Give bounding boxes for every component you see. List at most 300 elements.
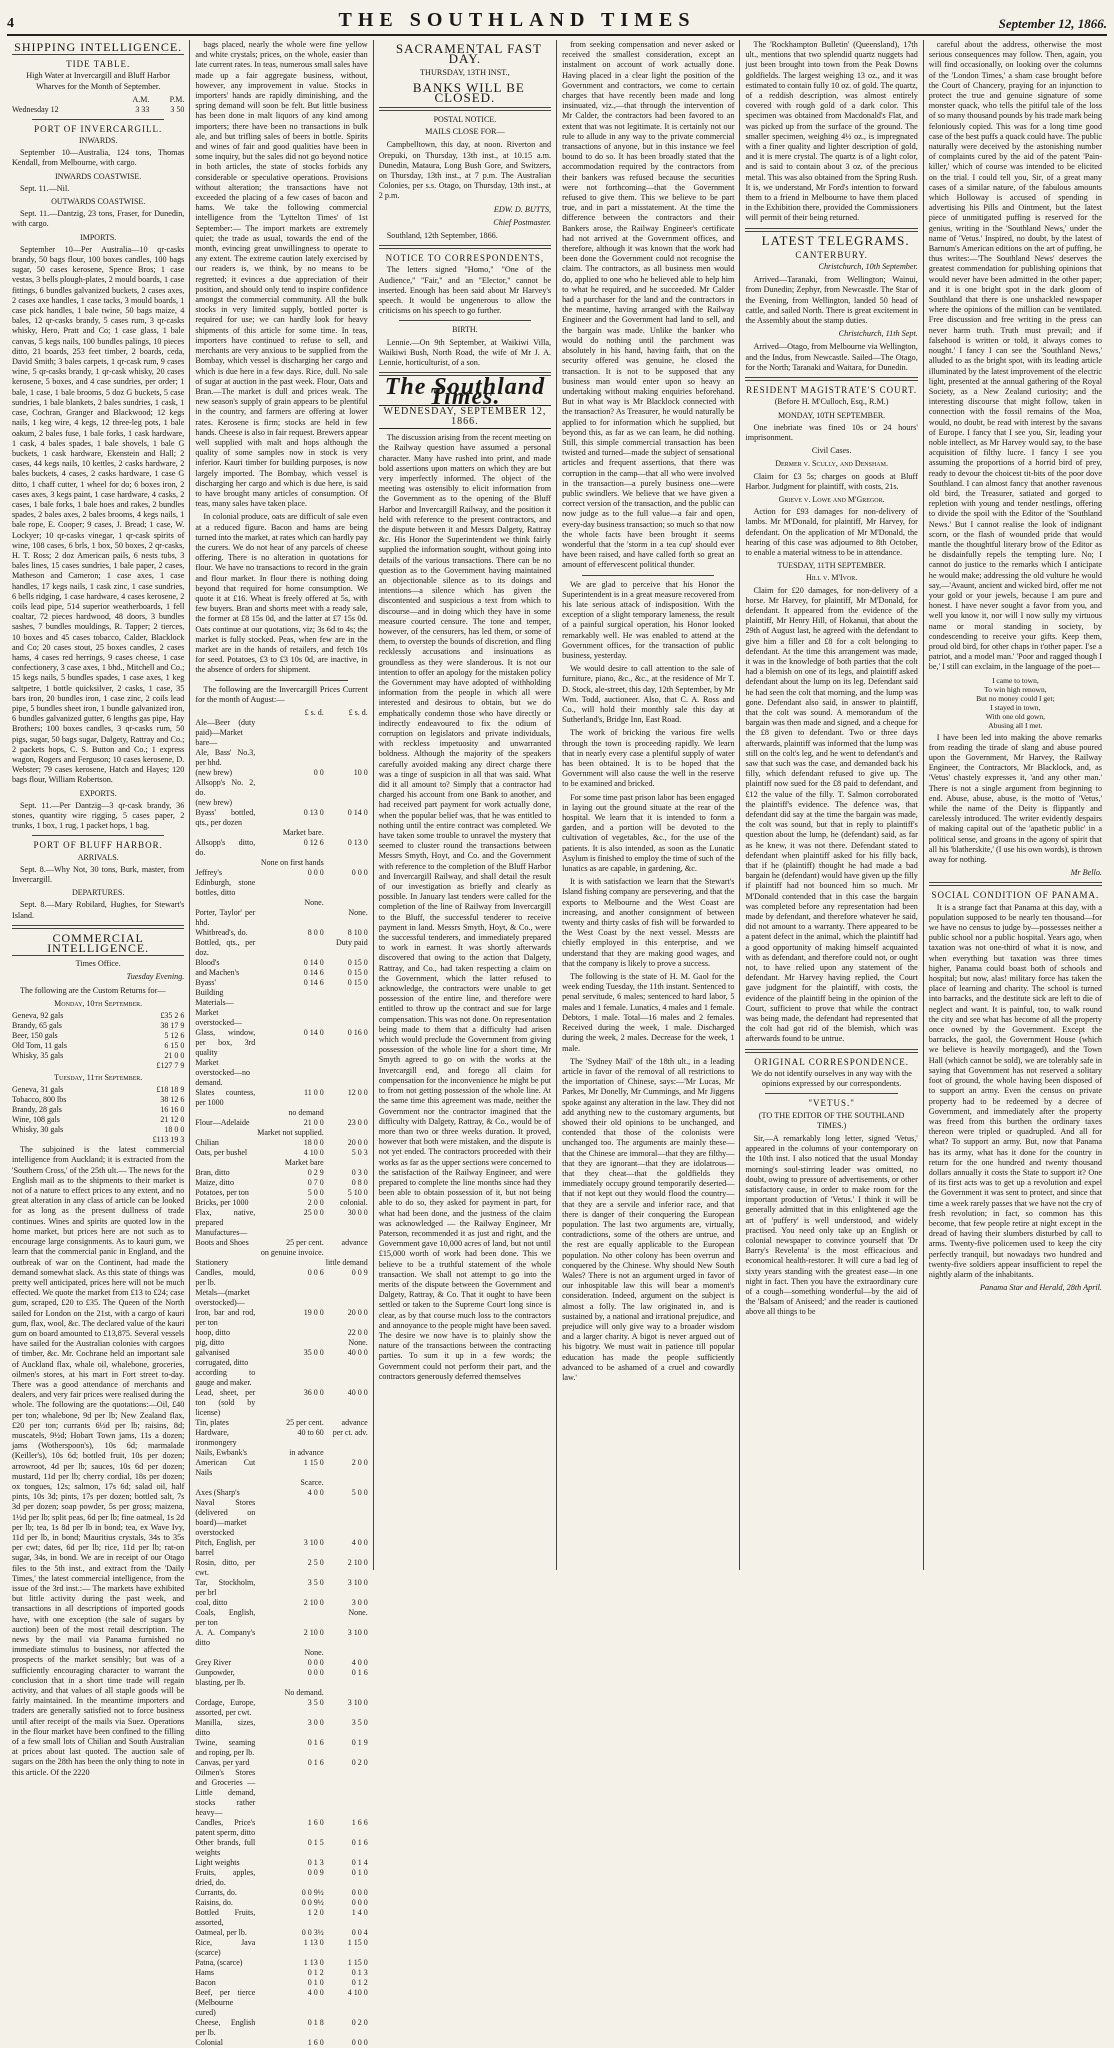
local-superintendent: We are glad to perceive that his Honor the Superintendent is in a great measure recovered from his late serious attack of indisposition. With the exception of a slight temporary lameness, the result of a painful surgical operation, his Honor looked remarkably well. He was enabled to attend at the Government offices, for the transaction of public business, yesterday.	[562, 579, 735, 660]
prices-item: Naval Stores (delivered on board)—market overstocked	[195, 1498, 256, 1537]
prices-item: Oats, per bushel	[195, 1148, 248, 1157]
postal-signature-title: Chief Postmaster.	[493, 217, 552, 227]
prices-item: Byass'	[195, 978, 216, 987]
prices-value: 1 15 0	[347, 1938, 368, 1947]
telegram-text: Arrived—Otago, from Melbourne via Wellington, and the Indus, from Newcastle. Sailed—The Otago, for the North; Taranaki and Waitara, for Dunedin.	[745, 342, 918, 372]
prices-item: Market overstocked—no demand.	[195, 1058, 251, 1087]
prices-value: 4 0 0	[307, 1488, 324, 1497]
prices-value: 0 15 0	[347, 978, 368, 987]
prices-value: 21 0 0	[303, 1118, 324, 1127]
prices-value	[324, 1478, 368, 1488]
prices-row	[195, 1208, 367, 1228]
customs-item: Beer, 150 gals	[12, 1031, 58, 1041]
prices-value: 30 0 0	[347, 1208, 368, 1217]
prices-item: Manufactures—	[195, 1228, 248, 1237]
postal-signature: EDW. D. BUTTS,	[493, 204, 552, 214]
customs-amount: £18 18 9	[156, 1085, 185, 1095]
tide-table	[12, 95, 184, 115]
nuggets-text: The 'Rockhampton Bulletin' (Queensland), 17th ult., mentions that two splendid quartz nuggets had just been brought into town from the Peak Downs goldfields. The largest weighing 13 oz., and it was estimated to contain fully 10 oz. of gold. The quartz, of a reddish description, was almost entirely covered with rough gold of a dark color. This specimen was obtained from Macdonald's Flat, and was picked up from the surface of the ground. The smaller specimen, weighing 4½ oz., is impregnated with a finer quality and lighter description of gold, and it is mere crystal. The quartz is of a light color, and is said to contain about 3 oz. of the precious metal. This was also obtained from the Spring Rush. It is, we understand, Mr Ford's intention to forward them to a friend in Melbourne to have them placed in the Exhibition there, provided the Commissioners will permit of their being returned.	[745, 40, 918, 223]
prices-item: Other brands, full weights	[195, 1838, 256, 1857]
prices-value: per ct. adv.	[332, 1428, 368, 1437]
prices-value: in advance	[289, 1448, 324, 1457]
local-fishing: It is with satisfaction we learn that the Stewart's Island fishing company are persevering, and that the exports to Melbourne and the West Coast are increasing, and another consignment of between twenty and thirty casks of fish will be forwarded to the West Coast by the next vessel. Messrs are chiefly employed in this enterprise, and we understand that they are making good wages, and that the company is likely to prove a success.	[562, 877, 735, 968]
prices-row	[195, 1328, 367, 1338]
prices-value: 0 7 0	[307, 1178, 324, 1187]
prices-row	[195, 908, 367, 928]
prices-value: 0 14 0	[303, 958, 324, 967]
prices-value: 2 0 0	[307, 1198, 324, 1207]
prices-value	[324, 1248, 368, 1258]
prices-value: Market not supplied.	[257, 1128, 324, 1137]
prices-row	[195, 1978, 367, 1988]
prices-value: colonial.	[339, 1198, 368, 1207]
panama-heading: SOCIAL CONDITION OF PANAMA.	[931, 890, 1100, 901]
prices-item: according to gauge and maker.	[195, 1368, 256, 1387]
column-4	[557, 40, 740, 1570]
prices-row	[195, 1198, 367, 1208]
prices-value	[324, 778, 368, 798]
prices-row	[195, 1428, 367, 1448]
prices-row	[195, 1228, 367, 1238]
prices-item: and Machen's	[195, 968, 240, 977]
case-text: Claim for £20 damages, for non-delivery of a horse. Mr Harvey, for plaintiff, Mr M'Donald, for defendant. It appeared from the evidence of the plaintiff, Mr Henry Hill, of Hokanui, that about the 29th of August last, he agreed with the defendant to give him a filler and £8 for a colt belonging to defendant. At the time this arrangement was made, it was in the knowledge of both parties that the colt had a blemish on one of its legs, and plaintiff asked defendant about the lump on its leg. Defendant said he had seen the colt that morning, and the lump was gone. Defendant also said, in answer to plaintiff, that the colt was sound. A memorandum of the bargain was then made and signed, and a cheque for the £8 given to defendant. Two or three days afterwards, plaintiff was informed that the lump was still on the colt's leg, and he went to defendant's and saw that such was the case, and demanded back his filly, which defendant refused to give up. The plaintiff now sued for the £8 paid to defendant, and £12 the value of the filly. T. Salmon corroborated the plaintiff's evidence. The defence was, that defendant did say at the time the bargain was made, the colt was sound, but that in reply to plaintiff's question about the lump, he (defendant) said, as far as he knew, it was not there. Defendant stated to defendant when plaintiff asked for his filly back, that if he (plaintiff) thought he had made a bad bargain he (defendant) would have given up the filly if plaintiff had not bounced him so much. Mr M'Donald contended that in this case the bargain was completed before any representation had been made by defendant, and therefore whatever he said, did not amount to a warranty. There appeared to be a patent defect in the animal, which the plaintiff had a good opportunity of making himself acquainted with as defendant, and therefore could not, or ought not, to have relied upon any statement of the defendant. Mr Harvey having replied, the Court gave judgment for the plaintiff, with costs, the evidence of the plaintiff being in the opinion of the Court, sufficient to prove that while the contract was being made, the defendant had represented that the colt had got rid of the blemish, which was afterwards found to be untrue.	[745, 585, 918, 1044]
prices-item: Whitbread's, do.	[195, 928, 248, 937]
prices-item: coal, ditto	[195, 1598, 228, 1607]
prices-value: 5 10 0	[347, 1188, 368, 1197]
prices-value: 25 per cent.	[286, 1238, 324, 1247]
case-text: Action for £93 damages for non-delivery of lambs. Mr M'Donald, for plaintiff, Mr Harvey, for defendant. On the application of Mr M'Donald, the hearing of this case was adjourned to 8th October, to enable a material witness to be in attendance.	[745, 507, 918, 557]
shipping-heading: SHIPPING INTELLIGENCE.	[12, 42, 184, 55]
prices-value: 1 13 0	[303, 1938, 324, 1947]
vetus-letter-cont: careful about the address, otherwise the most serious consequences may follow. Then, again, you will find occasionally, on looking over the columns of the 'London Times,' a sham case brought before the Court of Chancery, praying for an injunction to protect the true and genuine signature of some monster quack, who tells the pitiful tale of the loss of so many thousand pounds by his trade mark being feloniously copied. This was for a long time good case of the best puffs a quack could have. The public naturally were deceived by the astonishing number of complaints cured by the aid of the patent 'Pain-killer,' which of course was intended to be elicited on the trial. I could tell you, Sir, of a great many cases of a similar nature, of the fabulous amounts which Holloway is accused of spending in advertising his Pills and Ointment, but the latest piece of unmitigated puffing is reserved for the genius, writing in the 'Southland News,' under the name of 'Vetus.' Inspired, no doubt, by the latest of Barnum's American editions on the art of puffing, he thus writes:—'The Southland News' deserves the greatest commendation for publishing opinions that would never have been admitted in the other paper; and it is one bright spot in the dark gloom of Southland that there is one unshackled newspaper where the opinions of the million can be ventilated. Free discussion and free writing in the press can never harm truth. Truth must prevail; and if falsehood is written or told, it always comes to nought.' I fancy I can see the 'Southland News,' alluded to as the bright spot, with its leading article illuminated by the latest improvement of the electric light, presented at the annual gathering of the Royal Society, as a New Zealand curiosity; and the interesting discourse that might follow, taken in connection with the fossil remains of the Moa, would, no doubt, be read with interest by the savans of Europe. I fancy that I see you, Sir, leading your noble intellect, as Mr Harvey would say, to the base acquisition of filthy lucre. I fancy I see you assuming the proportions of a horrid bird of prey, ready to devour the choicest tit-bits of the poor dove Southland. I can almost fancy that another ravenous old bird, the Treasurer, satiated and gorged to repletion with young and tender nestlings, offering to divide the spoil with the Editor of the 'Southland News.' But I cannot realise the look of indignant scorn, or the flash of wounded pride that would mantle the thoughtful literary brow of the Editor as he disdainfully repels the tempting lure. No; I cannot do justice to the remarks which I anticipate he would make; addressing the old vulture he would say,—'Avaunt, ancient and wicked bird, offer me not your gold or your jewels, because I am pure and honest. I have never sought a favor from you, and well you know it, nor will I now sully my virtuous name or moral standing in society, by condescending to receive your gifts. Keep them, proud old bird, for other chaps in t'other paper. I'se a patriot, and a model man.' 'Poor and ragged though I be,' I still can exclaim, in the language of the poet—	[928, 40, 1102, 672]
prices-value: 0 15 0	[347, 958, 368, 967]
prices-item: Allsopp's No. 2, do.	[195, 778, 256, 797]
customs-amount: 6 15 0	[164, 1041, 185, 1051]
orig-corr-disclaimer: We do not identify ourselves in any way with the opinions expressed by our correspondents.	[751, 1068, 912, 1089]
prices-value	[255, 778, 323, 798]
prices-item: Twine, seaming and roping, per lb.	[195, 1738, 256, 1757]
commercial-text: The subjoined is the latest commercial intelligence from Auckland; it is extracted from the 'Southern Cross,' of the 25th ult.— The news for the English mail as to the shipments to their market is not of a nature to effect prices to any extent, and no great alteration in any class of article can be looked for as long as the present dullness of trade continues. Wines and spirits are quoted low in the home market, but prices here are not such as to encourage large consignments. As to kauri gum, we learn that the commercial panic in England, and the outbreak of war on the Continent, had made the demand somewhat slack. As this state of things was pretty well anticipated, prices here will not be much effected. We quote the market from £13 to £24; case gum, scraped, £20 to £35. The Queen of the North sailed for London on the 21st, with a cargo of kauri gum, flax, wool, &c. The declared value of the kauri gum on board amounted to £13,875. Several vessels have sailed for the Australian colonies with cargoes of timber, &c. Mr. Cochrane held an important sale of Auckland flax, whale oil, whalebone, groceries, oilmen's stores, at his mart in Fort street to-day. There was a good attendance of merchants and dealers, and very fair prices were realised during the whole. The following are the quotations:—Oil, £40 per ton; whalebone, 9d per lb; New Zealand flax, £20 per ton; currants 6½d per lb; raisins, 8d; muscatels, 9½d; Hobart Town jams, 11s a dozen; jams (Wotherspoon's), 10s 6d; marmalade (Keiller's), 10s 6d; bottled fruit, 10s per dozen; arrowroot, 4d per lb; sauces, 10s 6d per dozen; mustard, 11d per lb; cherry cordial, 18s per dozen; ox tongues, 12s; salmon, 17s 6d; salad oil, half pints, 10s 3d; pints, 17s per dozen; bottled salt, 7s 3d per dozen; soap powder, 5s per gross; maizena, 1½d per lb; split peas, 6d per lb; fine oatmeal, 1s 2d per lb; tea, 1s 8d per lb in bond; tea, ex Wave Ivy, 11d per lb, in bond; Mauritius crystals, 34s to 35s per cwt; dates, 6d per lb; rice, 11d per lb; rat-on sugar, 34s, in bond. We are in receipt of our Otago files to the 5th inst., and extract from the 'Daily Times,' the latest commercial intelligence, from the issue of the 3rd inst.:— The markets have exhibited but little activity during the past week, and transactions in all descriptions of imported goods have, with one exception (the sale of sugars by auction) been of the most retail description. The news by the mail via Panama furnished no immediate stimulus to business, nor affected the prospects of the market sensibly; but was of a sufficiently encouraging character to warrant the conclusion that in a short time trade will regain activity, and that values of all staple goods will be fairly maintained. In the meantime importers and traders are generally satisfied not to force business until after receipt of the mails via Suez. Operations in the flour market have been confined to the filling of a few small lots of Chilian and South Australian at prices about last quoted. The auction sale of sugars on the 28th has been the only thing to note in this article. Of the 2220	[12, 1145, 185, 1777]
prices-value: 0 12 6	[303, 838, 324, 847]
tide-col: A.M.	[132, 94, 150, 104]
prices-value: 4 10 0	[347, 1988, 368, 1997]
rm-court-heading: RESIDENT MAGISTRATE'S COURT.	[746, 385, 918, 396]
prices-item: Slates countess, per 1000	[195, 1088, 256, 1107]
prices-row	[195, 868, 367, 898]
prices-value: 0 15 0	[347, 968, 368, 977]
customs-table-tuesday	[12, 1085, 184, 1145]
prices-value: 12 0 0	[347, 1088, 368, 1097]
prices-row	[195, 1818, 367, 1838]
poem-line: To win high renown,	[984, 684, 1047, 694]
prices-row	[195, 1258, 367, 1268]
prices-value: 35 0 0	[303, 1348, 324, 1357]
prices-item: Coals, English, per ton	[195, 1608, 256, 1627]
prices-value: 40 to 60	[297, 1428, 324, 1437]
tide-cell: Wednesday 12	[12, 104, 59, 114]
prices-value: 1 6 0	[307, 1818, 324, 1827]
case-text: Claim for £3 5s; charges on goods at Bluff Harbor. Judgment for plaintiff, with costs, 21s.	[745, 471, 918, 491]
customs-amount: £35 2 6	[160, 1011, 185, 1021]
prices-value: 2 10 0	[303, 1628, 324, 1637]
prices-value: 0 14 0	[347, 808, 368, 817]
prices-value	[255, 908, 323, 928]
birth-text: Lennie.—On 9th September, at Waikiwi Villa, Waikiwi Bush, North Road, the wife of Mr J. A. Lennie, horticulturist, of a son.	[378, 337, 552, 368]
prices-value: 22 0 0	[347, 1328, 368, 1337]
prices-value: 8 10 0	[347, 928, 368, 937]
prices-value: None.	[348, 1608, 368, 1617]
times-date: Tuesday Evening.	[126, 972, 185, 982]
prices-value: 0 1 2	[351, 1978, 368, 1987]
prices-row	[195, 1718, 367, 1738]
prices-item: Blood's	[195, 958, 220, 967]
prices-value: 0 0 9½	[301, 1888, 324, 1897]
prices-row	[195, 1288, 367, 1308]
prices-row	[195, 1968, 367, 1978]
prices-table	[195, 708, 367, 2048]
panama-text: It is a strange fact that Panama at this day, with a population supposed to be nearly ten thousand—for we have no census to judge by—possesses neither a public school nor a public hospital. Years ago, when taxation was not one-third of what it is now, and when everything but taxation was three times higher, Panama could boast both of schools and hospital; but now, alas! military force has taken the place of learning and charity. The school is turned into barracks, and the destitute sick are left to die of neglect and want. It is painful, too, to walk round the city and see what has become of all the property once owned by the Government. Except the barracks, the gaol, the Government House (which we believe is heavily mortgaged), and the Town Hall (which cannot be sold), we are tolerably safe in saying that Government has not reserved a solitary foot of ground, the whole having been disposed of to support an army. Even the census on private property had to be redeemed by a decree of Government, and immediately after the property was freed from this burthen the ordinary taxes thereon were tripled or quadrupled. And all for what? To support an army. But, now that Panama has its army, what has it done for the country in return for the one hundred and twenty thousand dollars annually it costs the State to support it? One of its first acts was to get up a revolution and expel the Government it was sent to protect, and since that time a week rarely passes that we have not the cry of fresh revolution; in fact, so common has this become, that few people retire at night except in the dread of having their slumbers disturbed by call to arms. Twenty-five policemen used to keep the city perfectly tranquil, but nowadays two hundred and twenty-five soldiers appear insufficient to repel the nightly alarm of the inhabitants.	[928, 902, 1102, 1279]
prices-value	[324, 1288, 368, 1308]
prices-row	[195, 1338, 367, 1348]
prices-row	[195, 1758, 367, 1768]
prices-item: (new brew)	[195, 798, 233, 807]
prices-item: Bottled, qts., per doz.	[195, 938, 256, 957]
prices-value: None on first hands	[260, 858, 324, 867]
masthead	[7, 6, 1107, 36]
orig-corr-heading: ORIGINAL CORRESPONDENCE.	[754, 1056, 909, 1067]
customs-amount: 16 16 0	[160, 1105, 185, 1115]
prices-value: 1 15 0	[347, 1958, 368, 1967]
prices-row	[195, 988, 367, 1028]
prices-item: Pitch, English, per barrel	[195, 1538, 256, 1557]
prices-value: 0 0	[313, 768, 324, 777]
imports-text: September 10—Per Australia—10 qr-casks brandy, 50 bags flour, 100 boxes candles, 100 bags sugar, 50 cases kerosene, Spence Bros; 1 case vestas, 3 bells plough-plates, 2 mould boards, 1 case fittings, 6 bundles galvanized buckets, 2 cases axes, 2 cases axe handles, 1 case tacks, 3 mould boards, 1 case pick handles, 1 bale twine, 50 bags maize, 4 bales, 12 qr-casks brandy, 5 cases rum, 3 qr-casks whisky, Hero, Pratt and Co; 1 case glass, 1 bale canvas, 5 kegs nails, 100 bundles palings, 10 pieces ditto, 21 boards, 253 feet timber, 2 boards, ceda, David Smith; 3 bales carpets, 1 qr-cask rum, 9 cases wine, 5 qr-casks brandy, 1 qr-cask whisky, 20 cases kerosene, 5 boxes, and 4 case sundries, per order; 1 bale, 1 case, 1 bale brooms, 5 doz G buckets, 5 case sundries, 1 bale blankets, 2 bales sundries, 1 cask, 1 case, Cochran, Granger and Blackwood; 12 kegs nails, 1 keg wire, 4 kegs, 12 three-leg pots, 1 bale oakum, 2 bales fuse, 1 bale forks, 1 cask hardware, 1 cask, 4 bales spades, 1 bale shovels, 1 bale G buckets, 1 cask hardware, Ekenstein and Hall; 2 cases, 44 kegs nails, 10 kettles, 2 casks hardware, 2 bales buckets, 4 cases, 2 casks hardware, 1 case G ditto, 1 chaff cutter, 1 wheel for do; 6 boxes iron, 2 cases axes, 3 kegs paint, 1 case hardware, 4 casks, 2 cases, 1 bale forks, 1 bale hoes and rakes, 2 bundles spades, 2 bales axes, 2 bales brooms, 4 kegs nails, 1 bale rope, E. Cooper; 9 cases, J. Bread; 1 case, W. Lockyer; 10 qr-casks vinegar, 1 qr-cask spirits of wine, 108 cases, 6 brls, 1 box, 50 boxes, 2 qr-casks, H. T. Ross; 2 doz American pails, 6 nests tubs, 3 bales lines, 15 cases sundries, 1 bale paper, 2 cases, Matheson and Cameron; 1 case axes, 1 case handles, 17 kegs nails, 1 cask zinc, 1 case sundries, 6 bells ridging, 1 case hardware, 4 cases kerosene, 2 coils lead pipe, 514 superior weatherboards, 1 fell coaltar, 72 pieces hardwood, 48 doors, 3 bundles sashes, 7 bundles mouldings, R. Tapper; 2 tierces, 10 boxes and 45 cases tobacco, Calder, Blacklock and Co; 20 cases stout, 25 boxes candles, 2 cases hams, 4 cases red herrings, 9 cases cheese, 1 case confectionery, 3 case axes, 1 bhd., Mitchell and Co.; 15 kegs nails, 5 bundles spades, 1 case axes, 1 keg saltpetre, 1 bottle quicksilver, 2 casks, 1 case, 35 bars iron, 20 bundles iron, 1 case zinc, 2 coils lead pipe, 5 bundles sheet iron, 1 bundle galvanized iron, 6 bundles galvanized gutter, 6 lengths gas pipe, Hay Brothers; 100 boxes candles, 3 qr-casks rum, 50 pigs, sugar, 50 bags sugar, Dalgety, Rattray and Co.; 2 packets hops, C. S. Button and Co.; 1 express wagon, Rogers and Ferguson; 10 cases kerosene, D. Webster; 79 cases kerosene, Hatch and Hayes; 120 bags flour, William Robertson.	[12, 244, 185, 785]
prices-value: 0 0 0	[307, 1668, 324, 1677]
prices-row	[195, 1738, 367, 1758]
prices-row	[195, 1908, 367, 1928]
customs-item: Brandy, 28 gals	[12, 1105, 62, 1115]
birth-heading: BIRTH.	[452, 325, 478, 335]
prices-value: 4 0 0	[307, 1988, 324, 1997]
prices-value	[255, 718, 323, 748]
poem-line: With one old gown,	[985, 711, 1046, 721]
tide-col	[12, 95, 110, 105]
tide-col: P.M.	[169, 94, 185, 104]
poem-line: I came to town,	[992, 675, 1039, 685]
prices-value	[255, 1228, 323, 1238]
prices-value: 0 1 9	[351, 1738, 368, 1747]
inwards-heading: INWARDS.	[78, 136, 118, 146]
prices-row	[195, 1028, 367, 1058]
column-2	[190, 40, 373, 2047]
page-number: 4	[7, 16, 14, 31]
prices-row	[195, 768, 367, 778]
prices-value: 1 2 0	[307, 1908, 324, 1917]
prices-value: 0 0 0	[351, 1888, 368, 1897]
prices-value	[255, 1258, 323, 1268]
prices-row	[195, 1268, 367, 1288]
customs-amount: 21 0 0	[164, 1051, 185, 1061]
prices-value: 2 10 0	[347, 1558, 368, 1567]
prices-value: 0 0 9	[351, 1268, 368, 1277]
prices-value: 25 per cent.	[286, 1418, 324, 1427]
prices-item: Axes (Sharp's	[195, 1488, 240, 1497]
prices-value: 18 0 0	[303, 1138, 324, 1147]
fast-date: THURSDAY, 13TH INST.,	[420, 68, 510, 78]
prices-item: Raisins, do.	[195, 1898, 233, 1907]
column-5	[740, 40, 923, 1570]
prices-row	[195, 928, 367, 938]
prices-value: 0 0 9½	[301, 1898, 324, 1907]
customs-total: £113 19 3	[152, 1135, 185, 1145]
prices-row	[195, 1178, 367, 1188]
canterbury-heading: CANTERBURY.	[795, 249, 868, 260]
prices-value: 19 0 0	[303, 1308, 324, 1317]
prices-value	[324, 828, 368, 838]
postal-heading: POSTAL NOTICE.	[433, 115, 497, 125]
divider	[765, 1093, 897, 1094]
prices-value: 0 1 6	[351, 1668, 368, 1677]
case-title: Grieve v. Lowe and M'Gregor.	[778, 494, 885, 504]
local-chinese: The 'Sydney Mail' of the 18th ult., in a leading article in favor of the removal of all restrictions to the importation of Chinese, says:—'Mr Lucas, Mr Parkes, Mr Donelly, Mr Cummings, and Mr Jiggens spoke against any alteration in the law. They did not add anything new to the customary arguments, but showed their old opinions to be unchanged, and contended that those of the colonists were unchanged too. The arguments are mainly these—that the Chinese are immoral—that they are filthy—that they are ignorant—that they are idolatrous—that they cheat—that the goldfields they immediately occupy ground temporarily deserted—that if not kept out they would flood the country—that they are a servile and inferior race, and that there is danger of their conquering the European population. The last two arguments are, virtually, contradictions, some of the others are untrue, and the rest are equally applicable to the European population. No other colony has been overrun and conquered by the Chinese. Why should New South Wales? There is not an argument urged in favor of our inhospitable law this will bear a moment's consideration. Indeed, argument on the subject is almost a folly. The law originated in, and is sustained by, a national and irrational prejudice, and prejudice will only give way to a broader wisdom and a larger charity. A bigot is never argued out of his bigotry. We must wait in patience till popular education has made the people sufficiently advanced to be ashamed of a cruel and cowardly law.'	[562, 1056, 735, 1382]
exports-heading: EXPORTS.	[79, 788, 117, 798]
prices-row	[195, 1118, 367, 1128]
prices-value: 0 1 8	[307, 2018, 324, 2027]
prices-row	[195, 1248, 367, 1258]
prices-item: Manilla, sizes, ditto	[195, 1718, 256, 1737]
port-bluff: PORT OF BLUFF HARBOR.	[33, 840, 163, 851]
prices-value: 3 10 0	[347, 1578, 368, 1587]
prices-value	[324, 1648, 368, 1658]
prices-item	[195, 1478, 255, 1488]
prices-item: Oilmen's Stores and Groceries — Little demand, stocks rather heavy—	[195, 1768, 256, 1817]
prices-value: 5 0 0	[351, 1488, 368, 1497]
prices-value: 0 1 3	[351, 1968, 368, 1977]
leader-date: WEDNESDAY, SEPTEMBER 12, 1866.	[379, 405, 551, 429]
prices-row	[195, 718, 367, 748]
prices-row	[195, 1488, 367, 1498]
prices-row	[195, 798, 367, 808]
prices-value: on genuine invoice.	[260, 1248, 324, 1257]
rm-court-sub: (Before H. M'Culloch, Esq., R.M.)	[774, 397, 889, 407]
poem-line: Abusing all I met.	[988, 720, 1043, 730]
prices-value: 36 0 0	[303, 1388, 324, 1397]
prices-value: 0 2 0	[351, 1758, 368, 1767]
prices-row	[195, 1108, 367, 1118]
prices-item: Ale—Beer (duty paid)—Market bare—	[195, 718, 256, 747]
divider	[32, 835, 164, 836]
double-rule	[929, 882, 1102, 886]
postal-dateline: Southland, 12th September, 1866.	[386, 231, 498, 241]
inwards-coast-heading: INWARDS COASTWISE.	[55, 171, 142, 181]
prices-value	[255, 748, 323, 768]
departures-heading: DEPARTURES.	[72, 888, 125, 898]
column-1	[7, 40, 190, 1777]
prices-value	[255, 1768, 323, 1818]
prices-value	[324, 988, 368, 1028]
prices-value: 5 0 0	[307, 1188, 324, 1197]
rm-text: One inebriate was fined 10s or 24 hours' imprisonment.	[745, 422, 918, 442]
prices-row	[195, 1308, 367, 1328]
prices-item: Byass' bottled, qts., per dozen	[195, 808, 256, 827]
prices-item: Tar, Stockholm, per brl	[195, 1578, 256, 1597]
divider	[399, 320, 531, 321]
rm-date: MONDAY, 10TH SEPTEMBER.	[778, 410, 886, 420]
prices-item: Light weights	[195, 1858, 240, 1867]
prices-value	[255, 938, 323, 958]
prices-item: Rosin, ditto, per cwt.	[195, 1558, 256, 1577]
prices-row	[195, 1088, 367, 1108]
prices-row	[195, 958, 367, 968]
outwards-coast-text: Sept. 11.—Dantzig, 23 tons, Fraser, for Dunedin, with cargo.	[12, 209, 185, 229]
exports-text: Sept. 11.—Per Dantzig—3 qr-cask brandy, 36 stones, quantity wire rigging, 5 cases paper, 2 trunks, 1 box, 1 rug, 1 packet hops, 1 bag.	[12, 800, 185, 831]
prices-value: 5 0 3	[351, 1148, 368, 1157]
prices-row	[195, 1368, 367, 1388]
prices-item: Glass, window, per box, 3rd quality	[195, 1028, 256, 1057]
prices-item: Boots and Shoes	[195, 1238, 249, 1247]
prices-row	[195, 1448, 367, 1458]
prices-header: £ s. d.	[348, 708, 368, 717]
prices-row	[195, 838, 367, 858]
prices-value: 0 1 2	[307, 1968, 324, 1977]
prices-item: Jeffrey's Edinburgh, stone bottles, ditto	[195, 868, 256, 897]
prices-value: 8 0 0	[307, 928, 324, 937]
prices-item: A. A. Company's ditto	[195, 1628, 256, 1647]
prices-row	[195, 1988, 367, 2018]
prices-item: Fruits, apples, dried, do.	[195, 1868, 256, 1887]
prices-value	[255, 1498, 323, 1538]
fast-heading: SACRAMENTAL FAST DAY.	[395, 41, 542, 67]
prices-row	[195, 828, 367, 838]
prices-value	[255, 988, 323, 1028]
divider	[215, 680, 347, 681]
prices-item: Candles, Price's patent sperm, ditto	[195, 1818, 256, 1837]
prices-value	[324, 1228, 368, 1238]
masthead-name: The Southland Times.	[384, 374, 546, 411]
double-rule	[745, 377, 917, 381]
departures-text: Sept. 8.—Mary Robilard, Hughes, for Stewart's Island.	[12, 900, 185, 920]
prices-row	[195, 968, 367, 978]
prices-row	[195, 1138, 367, 1148]
leader-text: The discussion arising from the recent meeting on the Railway question have assumed a personal character. Many have rushed into print, and made bold assertions upon matters on which they are but very imperfectly informed. The object of the meeting was ostensibly to elicit information from the Government as to the opening of the Bluff Harbor and Invercargill Railway, and the position it held with reference to the present contractors, and the dispute between it and Messrs Dalgety, Rattray &c. His Honor the Superintendent we think fairly supplied the information sought, without going into details of the various transactions. There can be no question as to the Government having maintained an objectionable silence as to its doings and intentions—a silence which has given the discontented and suspicious a text from which to discourse—and in doing which they have in some measure courted censure. The tone and temper, however, of the censurers, has led them, or some of them, to overstep the bounds of discretion, and fling recklessly accusations and insinuations as groundless as they were slanderous. It is not our intention to offer an apology for the mistaken policy the Government may have adopted of withholding information from the people in which all were interested and desirous to obtain, but we do emphatically condemn those who have directly or indirectly endeavoured to fix the odium of corruption on legislators and private individuals, with reckless impetuosity and unwarranted boldness. Although the majority of the speakers carefully avoided making any direct charge there was a tinge of suspicion in all that was said. What did it all amount to? Simply that a contractor had charged his account from one Bank to another, and had received part payment for work actually done, when the popular belief was, that he was entitled to nothing until the entire contract was completed. We have taken some trouble to unravel the mystery that seemed to cluster round the transactions between Messrs Smyth, Hoyt, and Co. and the Government with reference to the completion of the Bluff Harbor and Invercargill Railway, and shall detail the result of our investigation as briefly and clearly as possible. In January last tenders were called for the completion of the line of Railway from Invercargill to the Bluff, the successful tenderer to receive payment in land. Messrs Smyth, Hoyt, & Co., were the successful tenderers, and immediately prepared to work in earnest. It was shortly afterwards discovered that owing to the action that Dalgety, Rattray, and Co., had taken respecting a claim on the Government, which the latter refused to acknowledge, the contractors were unable to get possession of the entire line, and therefore were entitled to throw up the contract and sue for large compensation. This was not done. On representation being made to them that a difficulty had arisen which would preclude the Government from giving possession of the whole line for a short time, Mr Smyth agreed to go on with the works at the Invercargill end, and forego all claim for compensation for the inconvenience he might be put to from not getting possession of the whole line. At the same time this agreement was made, neither the Government nor the contractor imagined that the difficulty with Dalgety, Rattray, & Co., would be of more than two or three weeks duration. It proved, however that both were mistaken, and the dispute is not yet ended. The contractors proceeded with their works as far as the upper sections were concerned to the satisfaction of the Railway Engineer, and were prepared to complete the line months since had they been able to obtain possession of it, but not being able to do so, they asked for payment in part, for what had been done, and the justness of the claim was acknowledged — the Railway Engineer, Mr Paterson, recommended it as just and right, and the Government gave 10,000 acres of land, but not until £15,000 worth of work had been done. This we believe to be a truthful statement of the whole transaction. We shall not attempt to go into the merits of the dispute between the Government and Dalgety, Rattray, & Co. That it ought to have been settled or taken to the Supreme Court long since is clear, as by that course much loss to the contractors and annoyance to the people might have been saved. The desire we now have is to plainly show the nature of the transactions between the contracting parties. To sum it up in a few words; the Government could not perform their part, and the contractors generously deferred themselves	[378, 433, 552, 1381]
times-office: Times Office.	[75, 959, 121, 969]
prices-row	[195, 1658, 367, 1668]
prices-row	[195, 1388, 367, 1418]
prices-item: Gunpowder, blasting, per lb.	[195, 1668, 246, 1687]
prices-value: 0 0 0	[351, 2038, 368, 2047]
double-rule	[12, 925, 184, 929]
prices-value	[324, 1448, 368, 1458]
prices-item: Stationery	[195, 1258, 229, 1267]
prices-row	[195, 938, 367, 958]
vetus-heading: "VETUS."	[808, 1098, 855, 1109]
prices-item: Building Materials—Market overstocked—	[195, 988, 243, 1027]
prices-item: Hams	[195, 1968, 215, 1977]
prices-value: 0 0 0	[351, 868, 368, 877]
prices-value: 2 0 0	[351, 1458, 368, 1467]
prices-row	[195, 1838, 367, 1858]
prices-item: Bricks, per 1000	[195, 1198, 249, 1207]
prices-value: 4 0 0	[351, 1538, 368, 1547]
prices-value: advance	[341, 1418, 368, 1427]
prices-value: 4 10 0	[303, 1148, 324, 1157]
prices-value: None.	[304, 1648, 324, 1657]
prices-item: Cordage, Europe, assorted, per cwt.	[195, 1698, 256, 1717]
prices-value: 0 1 0	[351, 1868, 368, 1877]
customs-item: Old Tom, 11 gals	[12, 1041, 67, 1051]
prices-value: 0 1 5	[307, 1838, 324, 1847]
prices-value	[255, 1338, 323, 1348]
vetus-letter: Sir,—A remarkably long letter, signed 'Vetus,' appeared in the columns of your contemporary on the 10th inst. I also noticed that the usual Monday morning's soul-stirring leader was omitted, no doubt, owing to pressure of advertisements, or other satisfactory cause, in order to make room for the important production of 'Vetus.' I think it will be generally admitted that in this enlightened age the art of 'puffery' is well understood, and widely practised. You need only take up an English or colonial newspaper to convince yourself that 'Dr Barry's Revelenta' is the most efficacious and economical health-restorer. It will cure a bad leg of sixty years standing with the greatest ease—in one night in fact. Then you have the extraordinary cure of a cough—something wonderful—by the aid of the 'Balsam of Aniseed;' and the reader is cautioned above all things to be	[745, 1133, 918, 1317]
customs-item: Wine, 108 gals	[12, 1115, 60, 1125]
prices-item: Chilian	[195, 1138, 219, 1147]
prices-row	[195, 1538, 367, 1558]
prices-row	[195, 1628, 367, 1648]
prices-value: advance	[341, 1238, 368, 1247]
prices-value: No demand.	[284, 1688, 324, 1697]
tide-cell: 3 50	[170, 104, 185, 114]
prices-item: (new brew)	[195, 768, 233, 777]
prices-value: 0 14 0	[303, 1028, 324, 1037]
prices-value: 0 13 0	[347, 838, 368, 847]
prices-value: 40 0 0	[347, 1348, 368, 1357]
prices-row	[195, 1598, 367, 1608]
notice-heading: NOTICE TO CORRESPONDENTS,	[385, 253, 545, 264]
prices-row	[195, 1238, 367, 1248]
prices-item: Potatoes, per ton	[195, 1188, 249, 1197]
prices-value	[324, 1768, 368, 1818]
prices-row	[195, 2018, 367, 2038]
prices-value: 0 14 6	[303, 968, 324, 977]
prices-row	[195, 1608, 367, 1628]
outwards-coast-heading: OUTWARDS COASTWISE.	[51, 197, 146, 207]
prices-item	[195, 828, 255, 838]
prices-value: 1 6 0	[307, 2038, 324, 2047]
prices-value	[324, 1158, 368, 1168]
prices-value	[255, 1368, 323, 1388]
case-title: Hill v. M'Ivor.	[805, 573, 858, 583]
customs-item: Geneva, 92 gals	[12, 1011, 64, 1021]
prices-item: pig, ditto	[195, 1338, 225, 1347]
prices-value: 0 0 3½	[301, 1928, 324, 1937]
prices-value	[324, 898, 368, 908]
prices-value: Market bare.	[282, 828, 324, 837]
prices-value	[324, 1058, 368, 1088]
prices-value	[324, 1128, 368, 1138]
double-rule	[745, 1049, 917, 1053]
prices-value: 1 6 6	[351, 1818, 368, 1827]
local-prison-labor: For some time past prison labor has been engaged in laying out the ground situate at the rear of the hospital. We learn that it is intended to form a garden, and a portion will be devoted to the cultivation of vegetables, &c., for the use of the patients. It is also intended, as soon as the Lunatic Asylum is finished to employ the time of such of the lunatics as are capable, in gardening, &c.	[562, 792, 735, 874]
customs-amount: 38 17 9	[160, 1021, 185, 1031]
prices-item: Tin, plates	[195, 1418, 229, 1427]
prices-row	[195, 1688, 367, 1698]
prices-row	[195, 1158, 367, 1168]
double-rule	[745, 228, 917, 232]
inwards-text: September 10—Australia, 124 tons, Thomas Kendall, from Melbourne, with cargo.	[12, 148, 185, 168]
prices-value: 3 5 0	[307, 1578, 324, 1587]
to-editor: (TO THE EDITOR OF THE SOUTHLAND TIMES.)	[758, 1110, 905, 1130]
local-gaol: The following is the state of H. M. Gaol for the week ending Tuesday, the 11th instant. Sentenced to penal servitude, 6 males; sentenced to hard labor, 5 males and 1 female. Lunatics, 4 males and 1 female. Debtors, 1 male. Total—16 males and 2 females. Received during the week, 1 male. Discharged during the week, 2 males. Decrease for the week, 1 male.	[562, 972, 735, 1053]
prices-row	[195, 1128, 367, 1138]
telegrams-heading: LATEST TELEGRAMS.	[761, 232, 910, 248]
letter-signature: Mr Bello.	[1070, 868, 1102, 878]
colonial-produce: In colonial produce, oats are difficult of sale even at a reduced figure. Bacon and hams are being turned into the market, at rates which can hardly pay the curers. We do not hear of any parcels of cheese offering. There is no alteration in quotations for flour. We have no transactions to record in the grain and flour market. In flour there is nothing doing beyond that required for home consumption. We quote it at £16. Wheat is freely offered at 5s, with few buyers. Bran and shorts meet with a ready sale, the former at £8 15s 0d, and the latter at £7 15s 0d. Oats continue at our quotations, viz; 3s 6d to 4s; the market is fully stocked. Peas, when few are in the market are in the hands of retailers, and fetch 10s for seed. Potatoes, £3 to £3 10s 0d, are inactive, in the absence of orders for shipment.	[195, 512, 368, 675]
newspaper-title: THE SOUTHLAND TIMES	[338, 9, 696, 31]
prices-value: 25 0 0	[303, 1208, 324, 1217]
prices-value	[255, 1328, 323, 1338]
prices-value: 2 10 0	[303, 1598, 324, 1607]
prices-row	[195, 1668, 367, 1688]
